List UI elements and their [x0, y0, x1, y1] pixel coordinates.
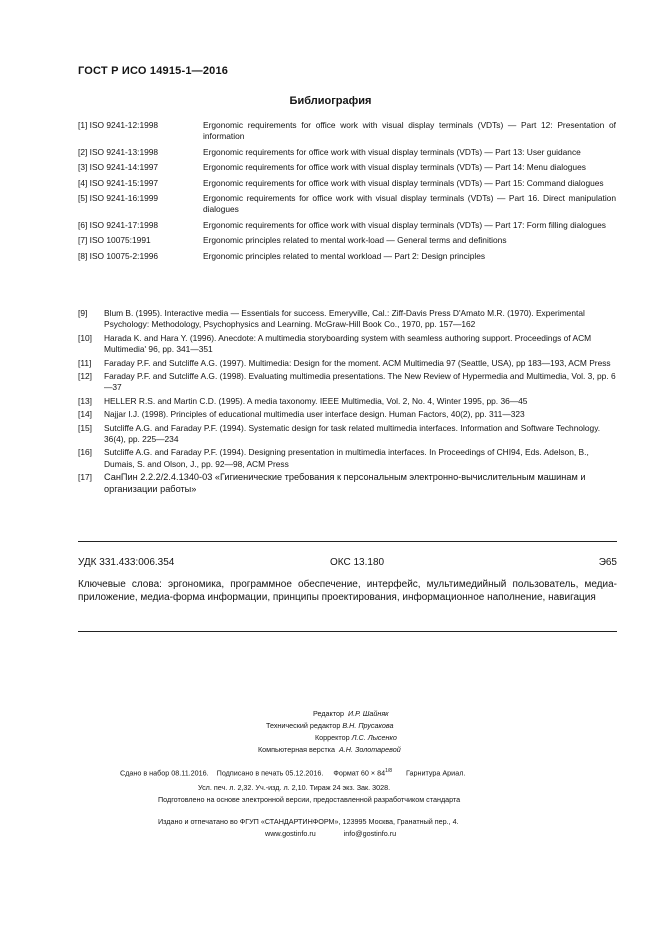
reference-number: [17] — [78, 472, 92, 483]
reference-entry — [78, 371, 616, 394]
standard-entry — [78, 178, 616, 189]
standard-title: Ergonomic requirements for office work with visual display terminals (VDTs) — Part 15: Command dialogues — [203, 177, 604, 188]
standard-ref: [1] ISO 9241-12:1998 — [78, 120, 159, 130]
reference-text: Faraday P.F. and Sutcliffe A.G. (1997). Multimedia: Design for the moment. ACM Multimedia 97 (Seattle, USA), pp 183—193, ACM Press — [104, 357, 611, 368]
credit-editor — [313, 708, 389, 719]
standard-ref: [5] ISO 9241-16:1999 — [78, 193, 159, 204]
reference-entry — [78, 396, 616, 407]
standard-title: Ergonomic requirements for office work with visual display terminals (VDTs) — Part 12: Presentation of information — [203, 120, 616, 142]
reference-text: Harada K. and Hara Y. (1996). Anecdote: A multimedia storyboarding system with seamless authoring support. Proceedings of ACM Multimedia' 96, pp. 341—351 — [104, 332, 592, 355]
credit-label: Технический редактор — [266, 721, 341, 730]
standard-entry — [78, 235, 616, 246]
reference-number: [15] — [78, 422, 92, 433]
reference-entry — [78, 409, 616, 420]
credit-label: Компьютерная верстка — [258, 745, 335, 754]
standard-title: Ergonomic requirements for office work with visual display terminals (VDTs) — Part 14: Menu dialogues — [203, 162, 586, 173]
divider-top — [78, 541, 617, 542]
email-link[interactable]: info@gostinfo.ru — [343, 829, 397, 838]
references-list — [78, 308, 616, 497]
credit-name: В.Н. Прусакова — [342, 721, 394, 730]
standard-ref: [3] ISO 9241-14:1997 — [78, 162, 159, 173]
credit-name: Л.С. Лысенко — [351, 733, 397, 742]
udk-code: УДК 331.433:006.354 — [78, 557, 175, 568]
keywords: Ключевые слова: эргономика, программное обеспечение, интерфейс, мультимедийный пользователь, медиа-приложение, медиа-форма информации, принципы проектирования, информационное наполнение, навигация — [78, 579, 617, 603]
standard-title: Ergonomic requirements for office work with visual display terminals (VDTs) — Part 13: User guidance — [203, 146, 581, 157]
document-code: ГОСТ Р ИСО 14915-1—2016 — [78, 65, 229, 77]
publisher-line: Издано и отпечатано во ФГУП «СТАНДАРТИНФОРМ», 123995 Москва, Гранатный пер., 4. — [158, 817, 459, 826]
oks-code: ОКС 13.180 — [330, 557, 385, 568]
standard-ref: [4] ISO 9241-15:1997 — [78, 177, 159, 188]
credit-label: Редактор — [313, 709, 344, 718]
imprint-font: Гарнитура Ариал. — [406, 768, 466, 778]
standard-ref: [6] ISO 9241-17:1998 — [78, 219, 159, 230]
reference-number: [9] — [78, 308, 88, 318]
credit-layout — [258, 744, 401, 755]
standards-list — [78, 120, 616, 266]
standard-ref: [2] ISO 9241-13:1998 — [78, 146, 159, 157]
standard-entry — [78, 147, 616, 158]
website-link[interactable]: www.gostinfo.ru — [265, 829, 316, 838]
reference-entry — [78, 423, 616, 446]
standard-entry — [78, 193, 616, 216]
reference-number: [14] — [78, 409, 92, 420]
standard-ref: [8] ISO 10075-2:1996 — [78, 250, 159, 261]
reference-text: Najjar I.J. (1998). Principles of educational multimedia user interface design. Human Factors, 40(2), pp. 311—323 — [104, 409, 525, 420]
reference-number: [12] — [78, 371, 92, 382]
bibliography-title: Библиография — [289, 95, 372, 107]
reference-text: Faraday P.F. and Sutcliffe A.G. (1998). Evaluating multimedia presentations. The New Review of Hypermedia and Multimedia, Vol. 3, pp. 6—37 — [104, 371, 616, 393]
divider-bottom — [78, 631, 617, 632]
reference-number: [13] — [78, 395, 92, 406]
reference-text: Sutcliffe A.G. and Faraday P.F. (1994). Systematic design for task related multimedia interfaces. Information and Software Technology. 36(4), pp. 225—234 — [104, 422, 601, 445]
okp-code: Э65 — [598, 557, 617, 568]
standard-entry — [78, 120, 616, 143]
credit-corrector — [315, 732, 397, 743]
reference-text: Blum B. (1995). Interactive media — Essentials for success. Emeryville, Cal.: Ziff-Davis Press D'Amato M.R. (1970). Experimental Psychology: Methodology, Psychophysics and Learning. McGraw-Hill Book Co., 1970, pp. 157—162 — [104, 308, 585, 330]
reference-entry — [78, 447, 616, 470]
standard-entry — [78, 162, 616, 173]
standard-title: Ergonomic principles related to mental workload — Part 2: Design principles — [203, 250, 486, 261]
reference-text: HELLER R.S. and Martin C.D. (1995). A media taxonomy. IEEE Multimedia, Vol. 2, No. 4, Winter 1995, pp. 36—45 — [104, 395, 528, 406]
standard-title: Ergonomic requirements for office work with visual display terminals (VDTs) — Part 17: Form filling dialogues — [203, 219, 606, 230]
imprint-signed: Подписано в печать 05.12.2016. — [216, 768, 324, 778]
reference-number: [11] — [78, 357, 92, 368]
reference-text: СанПин 2.2.2/2.4.1340-03 «Гигиенические требования к персональным электронно-вычислительным машинам и организации работы» — [104, 472, 586, 494]
reference-number: [16] — [78, 447, 92, 458]
reference-entry — [78, 333, 616, 356]
credit-tech-editor — [266, 720, 393, 731]
imprint-line-1 — [120, 768, 465, 777]
standard-title: Ergonomic requirements for office work with visual display terminals (VDTs) — Part 16. Direct manipulation dialogues — [203, 193, 616, 215]
credit-name: И.Р. Шайняк — [347, 709, 389, 718]
imprint-line-2: Усл. печ. л. 2,32. Уч.-изд. л. 2,10. Тираж 24 экз. Зак. 3028. — [198, 783, 391, 792]
standard-entry — [78, 220, 616, 231]
contact-line — [265, 829, 396, 838]
standard-title: Ergonomic principles related to mental work-load — General terms and definitions — [203, 235, 507, 246]
imprint-format-fraction: 1/8 — [385, 768, 393, 774]
imprint-line-3: Подготовлено на основе электронной версии, предоставленной разработчиком стандарта — [158, 795, 461, 804]
reference-text: Sutcliffe A.G. and Faraday P.F. (1994). Designing presentation in multimedia interfaces. In Proceedings of CHI94, Eds. Adelson, B., Dumais, S. and Olson, J., pp. 92—98, ACM Press — [104, 447, 589, 469]
reference-number: [10] — [78, 332, 92, 343]
reference-entry — [78, 472, 616, 495]
reference-entry — [78, 308, 616, 331]
standard-entry — [78, 251, 616, 262]
imprint-format: Формат 60 × 84 — [333, 768, 386, 778]
credit-name: А.Н. Золотаревой — [338, 745, 401, 754]
credit-label: Корректор — [315, 733, 350, 742]
reference-entry — [78, 358, 616, 369]
standard-ref: [7] ISO 10075:1991 — [78, 235, 151, 246]
imprint-sent: Сдано в набор 08.11.2016. — [120, 768, 209, 778]
